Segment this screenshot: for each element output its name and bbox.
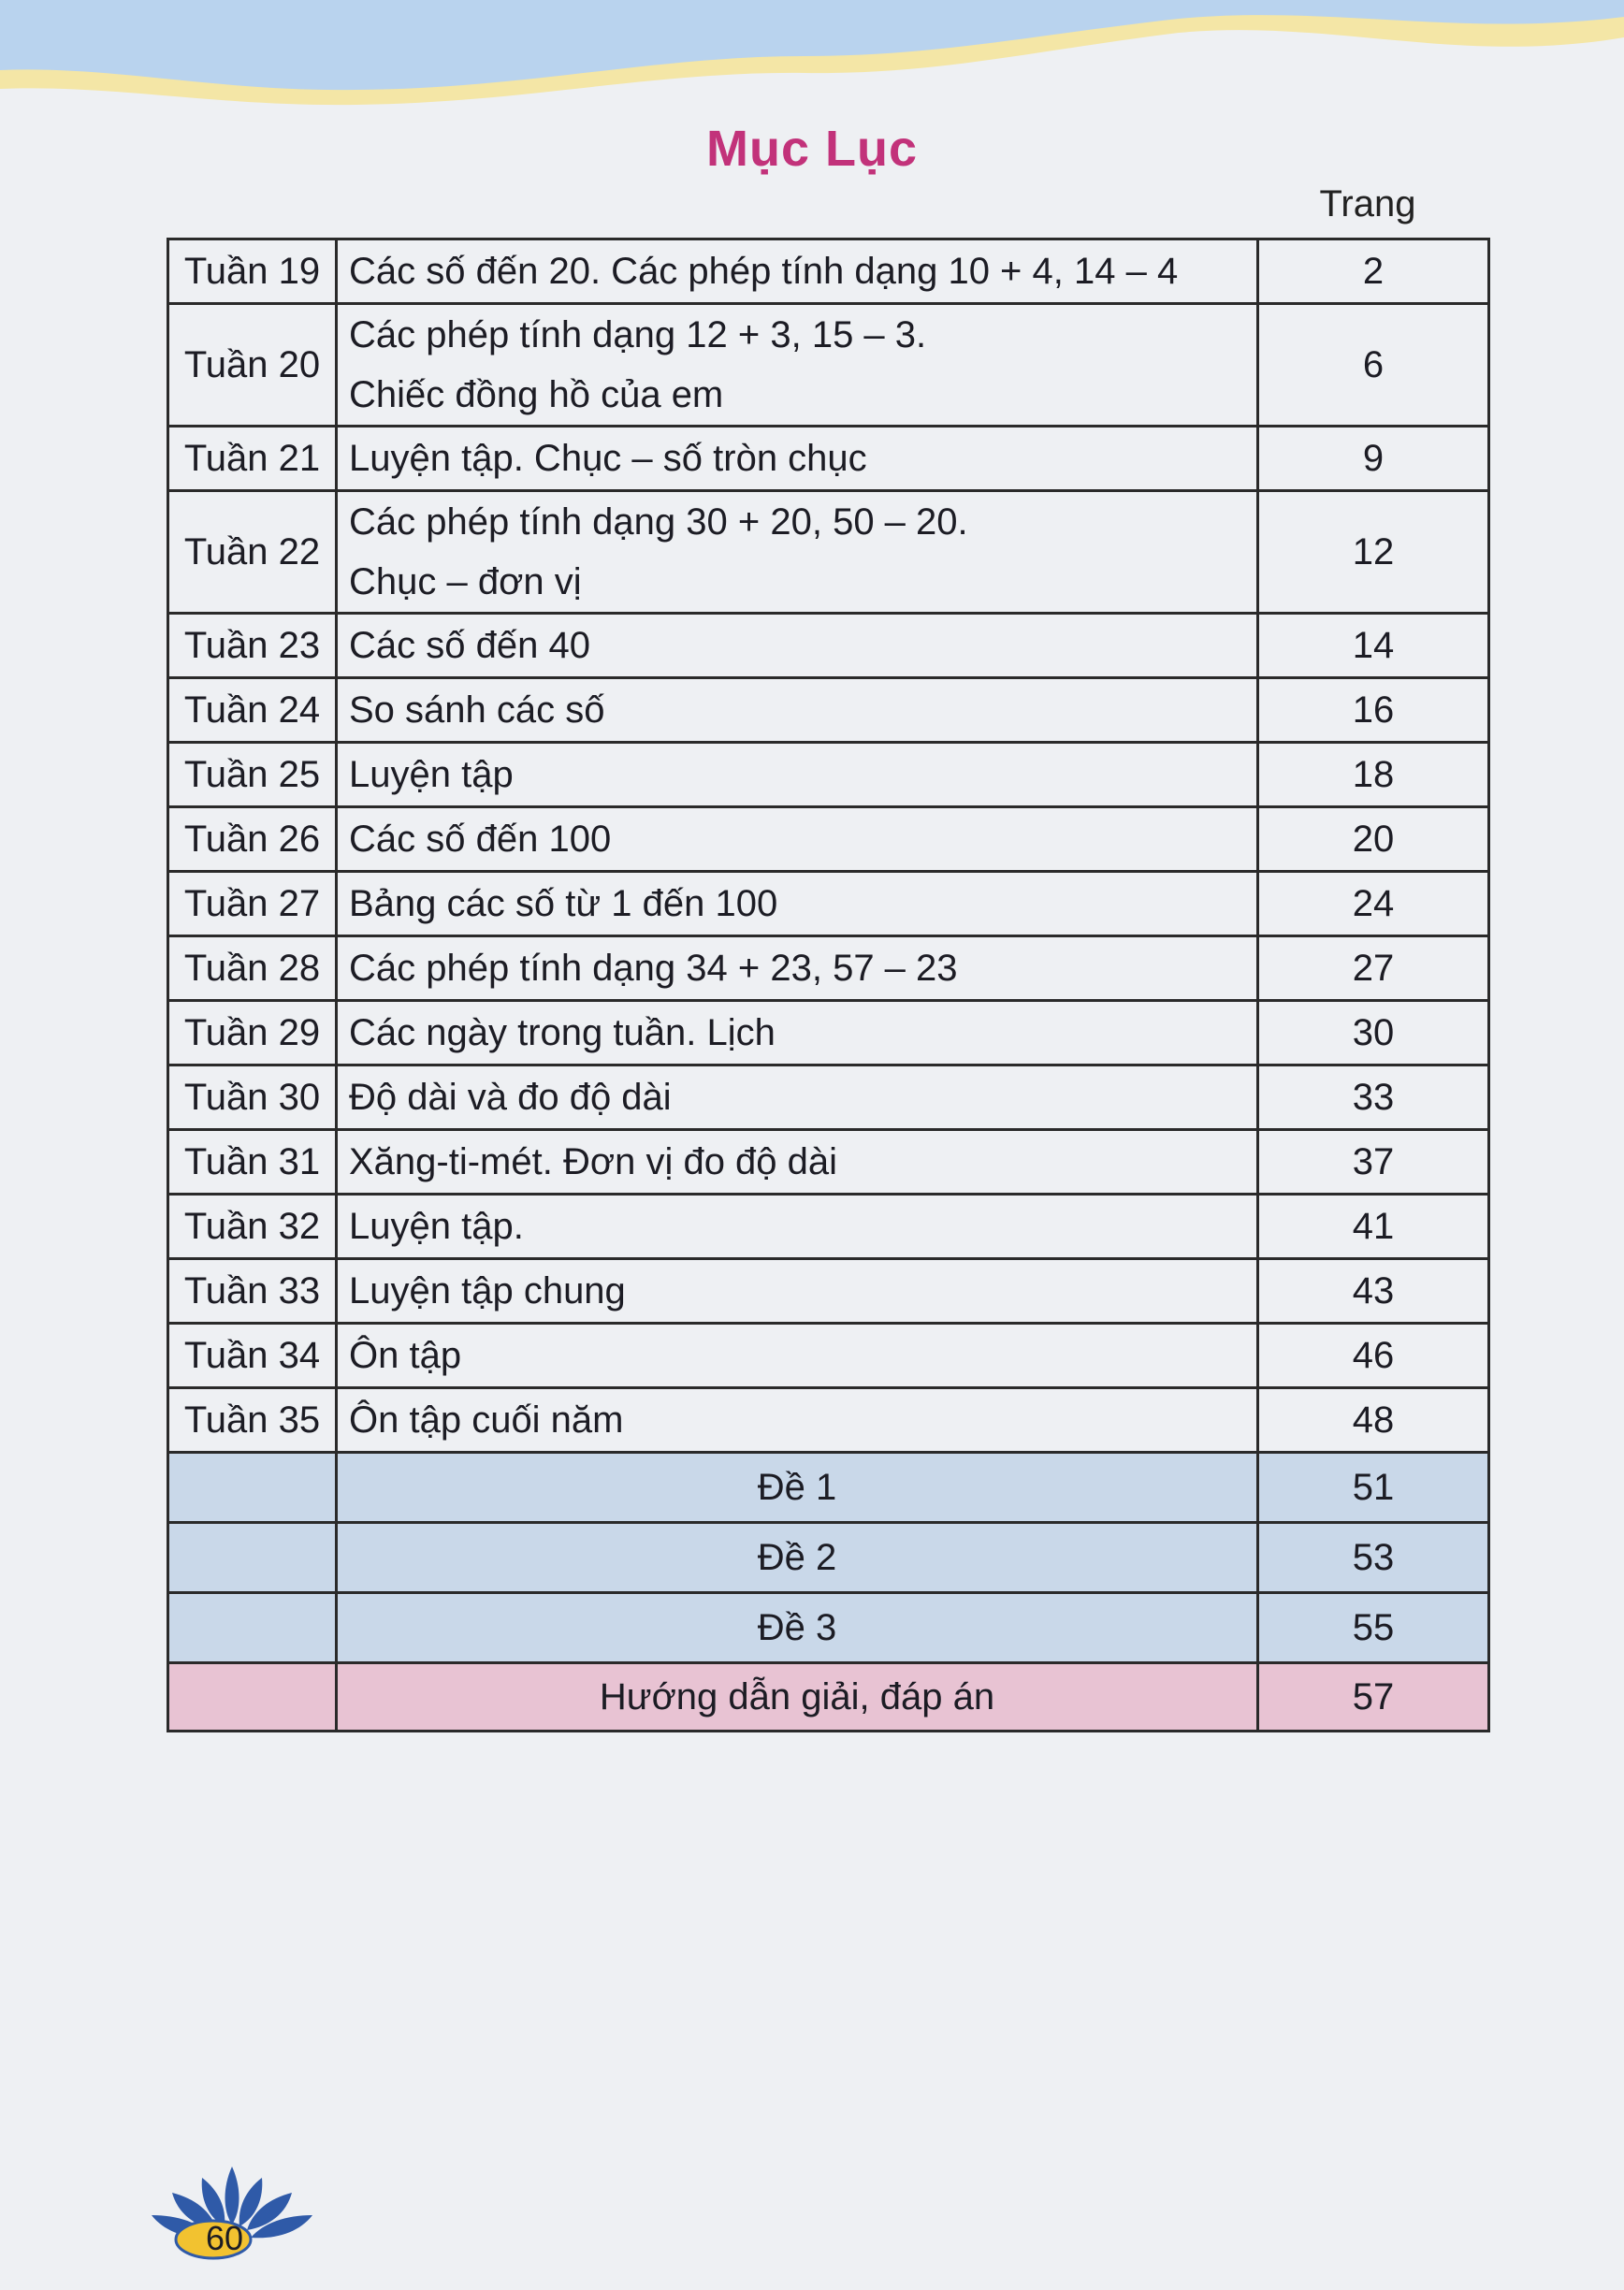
exam-label: Đề 3: [337, 1593, 1258, 1663]
week-cell: Tuần 21: [168, 427, 337, 491]
empty-cell: [168, 1453, 337, 1523]
week-cell: Tuần 23: [168, 614, 337, 678]
table-row: [168, 239, 1489, 304]
week-cell: Tuần 33: [168, 1259, 337, 1324]
page-cell: 12: [1258, 491, 1489, 614]
topic-cell: [337, 1130, 1258, 1195]
week-cell: Tuần 29: [168, 1001, 337, 1065]
topic-line: Ôn tập cuối năm: [349, 1399, 624, 1441]
exam-row: [168, 1593, 1489, 1663]
topic-line: Các ngày trong tuần. Lịch: [349, 1012, 776, 1053]
page-number: 60: [205, 2219, 244, 2257]
answers-label: Hướng dẫn giải, đáp án: [337, 1663, 1258, 1732]
exam-row: [168, 1523, 1489, 1593]
topic-cell: [337, 678, 1258, 743]
table-row: [168, 304, 1489, 427]
page-cell: 6: [1258, 304, 1489, 427]
topic-line: Luyện tập. Chục – số tròn chục: [349, 438, 867, 479]
table-row: [168, 807, 1489, 872]
week-cell: Tuần 31: [168, 1130, 337, 1195]
page-cell: 41: [1258, 1195, 1489, 1259]
table-row: [168, 743, 1489, 807]
contents-table: [167, 238, 1490, 1732]
topic-cell: [337, 807, 1258, 872]
table-row: [168, 1324, 1489, 1388]
empty-cell: [168, 1663, 337, 1732]
topic-cell: [337, 743, 1258, 807]
table-row: [168, 1259, 1489, 1324]
topic-line: Độ dài và đo độ dài: [349, 1077, 672, 1118]
table-row: [168, 936, 1489, 1001]
empty-cell: [168, 1593, 337, 1663]
topic-line: Chục – đơn vị: [349, 561, 582, 602]
topic-cell: [337, 1259, 1258, 1324]
table-row: [168, 614, 1489, 678]
topic-line: So sánh các số: [349, 689, 605, 731]
page-title: Mục Lục: [705, 121, 918, 177]
page-cell: 9: [1258, 427, 1489, 491]
page-cell: 27: [1258, 936, 1489, 1001]
topic-line: Các phép tính dạng 30 + 20, 50 – 20.: [349, 501, 968, 543]
answers-row: [168, 1663, 1489, 1732]
week-cell: Tuần 35: [168, 1388, 337, 1453]
topic-cell: [337, 1001, 1258, 1065]
topic-line: Các số đến 100: [349, 819, 612, 860]
page-cell: 18: [1258, 743, 1489, 807]
table-row: [168, 1388, 1489, 1453]
topic-line: Bảng các số từ 1 đến 100: [349, 883, 778, 924]
week-cell: Tuần 32: [168, 1195, 337, 1259]
exam-row: [168, 1453, 1489, 1523]
week-cell: Tuần 28: [168, 936, 337, 1001]
table-row: [168, 678, 1489, 743]
page-cell: 20: [1258, 807, 1489, 872]
topic-line: Xăng-ti-mét. Đơn vị đo độ dài: [349, 1141, 838, 1182]
week-cell: Tuần 27: [168, 872, 337, 936]
table-row: [168, 491, 1489, 614]
page-column-label: Trang: [1319, 183, 1416, 225]
week-cell: Tuần 25: [168, 743, 337, 807]
topic-line: Chiếc đồng hồ của em: [349, 374, 724, 415]
topic-line: Các phép tính dạng 12 + 3, 15 – 3.: [349, 314, 927, 355]
page-cell: 2: [1258, 239, 1489, 304]
topic-cell: [337, 491, 1258, 614]
page-cell: 53: [1258, 1523, 1489, 1593]
topic-cell: [337, 614, 1258, 678]
page-cell: 33: [1258, 1065, 1489, 1130]
topic-cell: [337, 1065, 1258, 1130]
topic-line: Luyện tập: [349, 754, 514, 795]
page-cell: 46: [1258, 1324, 1489, 1388]
week-cell: Tuần 34: [168, 1324, 337, 1388]
table-row: [168, 1065, 1489, 1130]
empty-cell: [168, 1523, 337, 1593]
topic-line: Các phép tính dạng 34 + 23, 57 – 23: [349, 948, 958, 989]
week-cell: Tuần 22: [168, 491, 337, 614]
table-row: [168, 1001, 1489, 1065]
page-cell: 55: [1258, 1593, 1489, 1663]
week-cell: Tuần 26: [168, 807, 337, 872]
topic-line: Ôn tập: [349, 1335, 462, 1376]
topic-cell: [337, 872, 1258, 936]
topic-cell: [337, 304, 1258, 427]
page-cell: 48: [1258, 1388, 1489, 1453]
table-row: [168, 1195, 1489, 1259]
topic-line: Các số đến 40: [349, 625, 590, 666]
week-cell: Tuần 20: [168, 304, 337, 427]
week-cell: Tuần 24: [168, 678, 337, 743]
page-cell: 16: [1258, 678, 1489, 743]
topic-cell: [337, 1324, 1258, 1388]
topic-cell: [337, 1195, 1258, 1259]
page-cell: 57: [1258, 1663, 1489, 1732]
page-cell: 37: [1258, 1130, 1489, 1195]
page-cell: 51: [1258, 1453, 1489, 1523]
topic-line: Luyện tập chung: [349, 1270, 626, 1312]
week-cell: Tuần 30: [168, 1065, 337, 1130]
table-row: [168, 872, 1489, 936]
exam-label: Đề 2: [337, 1523, 1258, 1593]
exam-label: Đề 1: [337, 1453, 1258, 1523]
table-row: [168, 1130, 1489, 1195]
page-cell: 30: [1258, 1001, 1489, 1065]
page-cell: 43: [1258, 1259, 1489, 1324]
topic-line: Luyện tập.: [349, 1206, 524, 1247]
page-cell: 24: [1258, 872, 1489, 936]
topic-cell: [337, 1388, 1258, 1453]
topic-cell: [337, 936, 1258, 1001]
topic-cell: [337, 239, 1258, 304]
page-cell: 14: [1258, 614, 1489, 678]
table-row: [168, 427, 1489, 491]
topic-line: Các số đến 20. Các phép tính dạng 10 + 4, 14 – 4: [349, 251, 1179, 292]
week-cell: Tuần 19: [168, 239, 337, 304]
topic-cell: [337, 427, 1258, 491]
